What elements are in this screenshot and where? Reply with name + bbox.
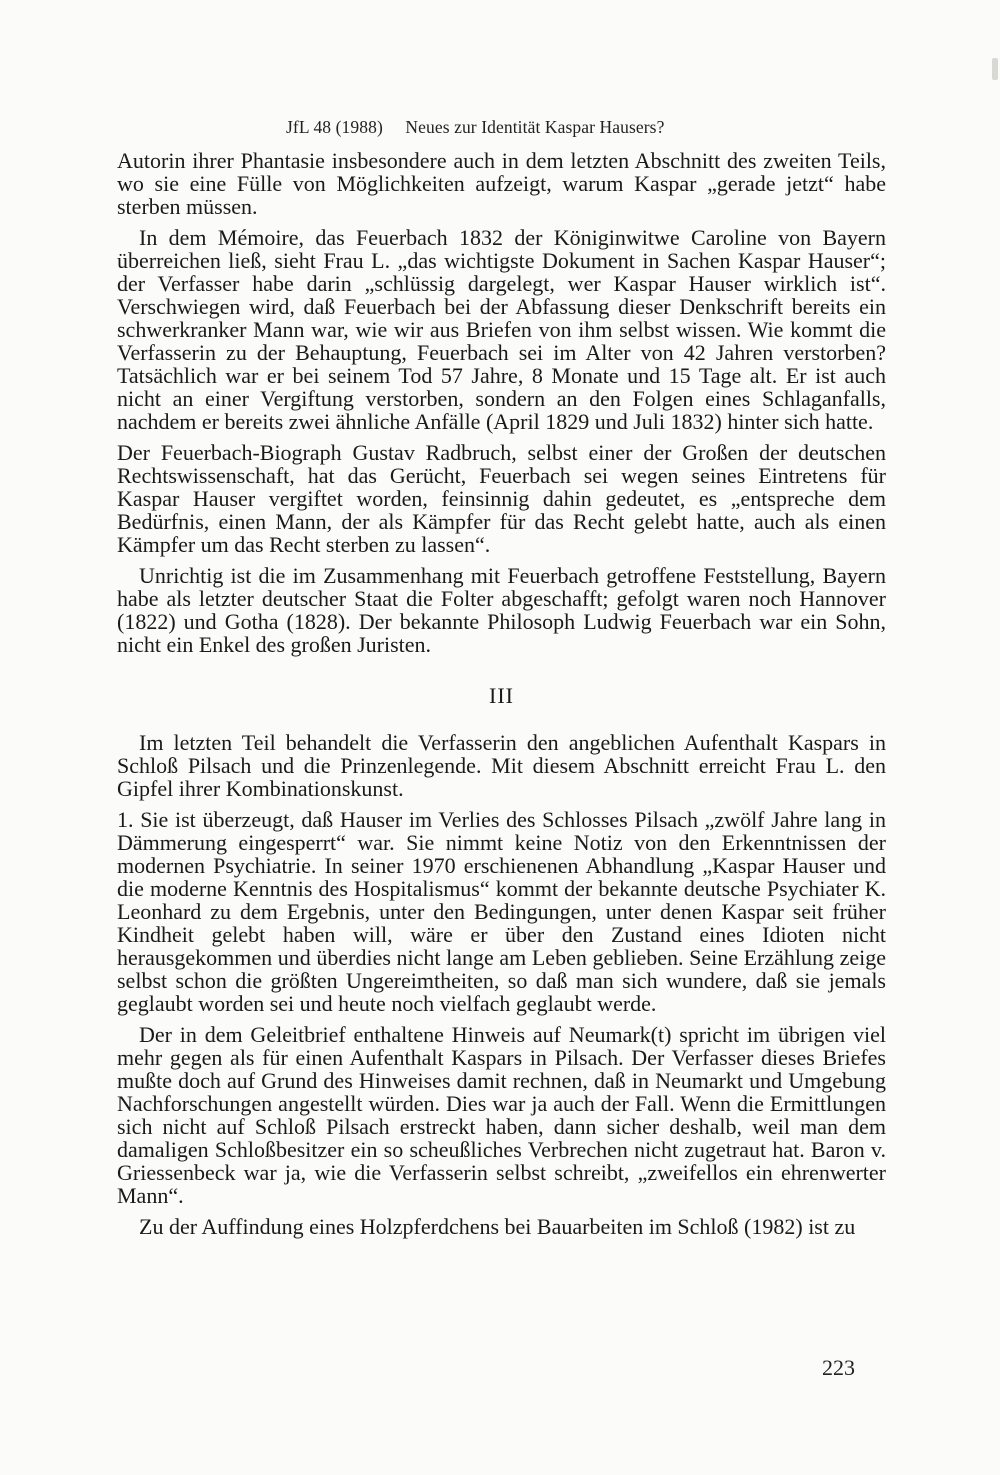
paragraph: 1. Sie ist überzeugt, daß Hauser im Verlies des Schlosses Pilsach „zwölf Jahre lang in Dämmerung eingesperrt“ war. Sie nimmt keine Notiz von den Erkenntnissen der modernen Psychiatrie. In seiner 1970 erschienenen Abhandlung „Kaspar Hauser und die moderne Kenntnis des Hospitalismus“ kommt der bekannte deutsche Psychiater K. Leonhard zu dem Ergebnis, unter den Bedingungen, unter denen Kaspar seit früher Kindheit gelebt haben will, wäre er über den Zustand eines Idioten nicht herausgekommen und überdies nicht lange am Leben geblieben. Seine Erzählung zeige selbst schon die größten Ungereimtheiten, so daß man sich wundere, daß sie jemals geglaubt worden sei und heute noch vielfach geglaubt werde. bbox=[117, 807, 886, 1016]
section-heading: III bbox=[489, 683, 514, 708]
running-head-title: Neues zur Identität Kaspar Hausers? bbox=[405, 117, 665, 137]
body-text bbox=[117, 149, 886, 1246]
page-number: 223 bbox=[822, 1355, 855, 1380]
paragraph: Der Feuerbach-Biograph Gustav Radbruch, selbst einer der Großen der deutschen Rechtswissenschaft, hat das Gerücht, Feuerbach sei wegen seines Eintretens für Kaspar Hauser vergiftet worden, feinsinnig dahin gedeutet, es „entspreche dem Bedürfnis, einen Mann, der als Kämpfer für das Recht gelebt hatte, auch als einen Kämpfer um das Recht sterben zu lassen“. bbox=[117, 440, 886, 557]
page-edge-mark bbox=[992, 58, 998, 80]
paragraph: Zu der Auffindung eines Holzpferdchens bei Bauarbeiten im Schloß (1982) ist zu bbox=[139, 1214, 856, 1239]
paragraph: Autorin ihrer Phantasie insbesondere auch in dem letzten Abschnitt des zweiten Teils, wo sie eine Fülle von Möglichkeiten aufzeigt, warum Kaspar „gerade jetzt“ habe sterben müssen. bbox=[117, 148, 886, 219]
paragraph: Im letzten Teil behandelt die Verfasserin den angeblichen Aufenthalt Kaspars in Schloß Pilsach und die Prinzenlegende. Mit diesem Abschnitt erreicht Frau L. den Gipfel ihrer Kombinationskunst. bbox=[117, 730, 886, 801]
paragraph: In dem Mémoire, das Feuerbach 1832 der Königinwitwe Caroline von Bayern überreichen ließ, sieht Frau L. „das wichtigste Dokument in Sachen Kaspar Hauser“; der Verfasser habe darin „schlüssig dargelegt, wer Kaspar Hauser wirklich ist“. Verschwiegen wird, daß Feuerbach bei der Abfassung dieser Denkschrift bereits ein schwerkranker Mann war, wie wir aus Briefen von ihm selbst wissen. Wie kommt die Verfasserin zu der Behauptung, Feuerbach sei im Alter von 42 Jahren verstorben? Tatsächlich war er bei seinem Tod 57 Jahre, 8 Monate und 15 Tage alt. Er ist auch nicht an einer Vergiftung verstorben, sondern an den Folgen eines Schlaganfalls, nachdem er bereits zwei ähnliche Anfälle (April 1829 und Juli 1832) hinter sich hatte. bbox=[117, 225, 886, 434]
paragraph: Unrichtig ist die im Zusammenhang mit Feuerbach getroffene Feststellung, Bayern habe als letzter deutscher Staat die Folter abgeschafft; gefolgt waren noch Hannover (1822) und Gotha (1828). Der bekannte Philosoph Ludwig Feuerbach war ein Sohn, nicht ein Enkel des großen Juristen. bbox=[117, 563, 886, 657]
running-head bbox=[286, 117, 664, 138]
running-head-journal: JfL 48 (1988) bbox=[286, 117, 383, 137]
paragraph: Der in dem Geleitbrief enthaltene Hinweis auf Neumark(t) spricht im übrigen viel mehr gegen als für einen Aufenthalt Kaspars in Pilsach. Der Verfasser dieses Briefes mußte doch auf Grund des Hinweises damit rechnen, daß in Neumarkt und Umgebung Nachforschungen angestellt würden. Dies war ja auch der Fall. Wenn die Ermittlungen sich nicht auf Schloß Pilsach erstreckt haben, dann sicher deshalb, weil man dem damaligen Schloßbesitzer ein so scheußliches Verbrechen nicht zugetraut hat. Baron v. Griessenbeck war ja, wie die Verfasserin selbst schreibt, „zweifellos ein ehrenwerter Mann“. bbox=[117, 1022, 886, 1208]
